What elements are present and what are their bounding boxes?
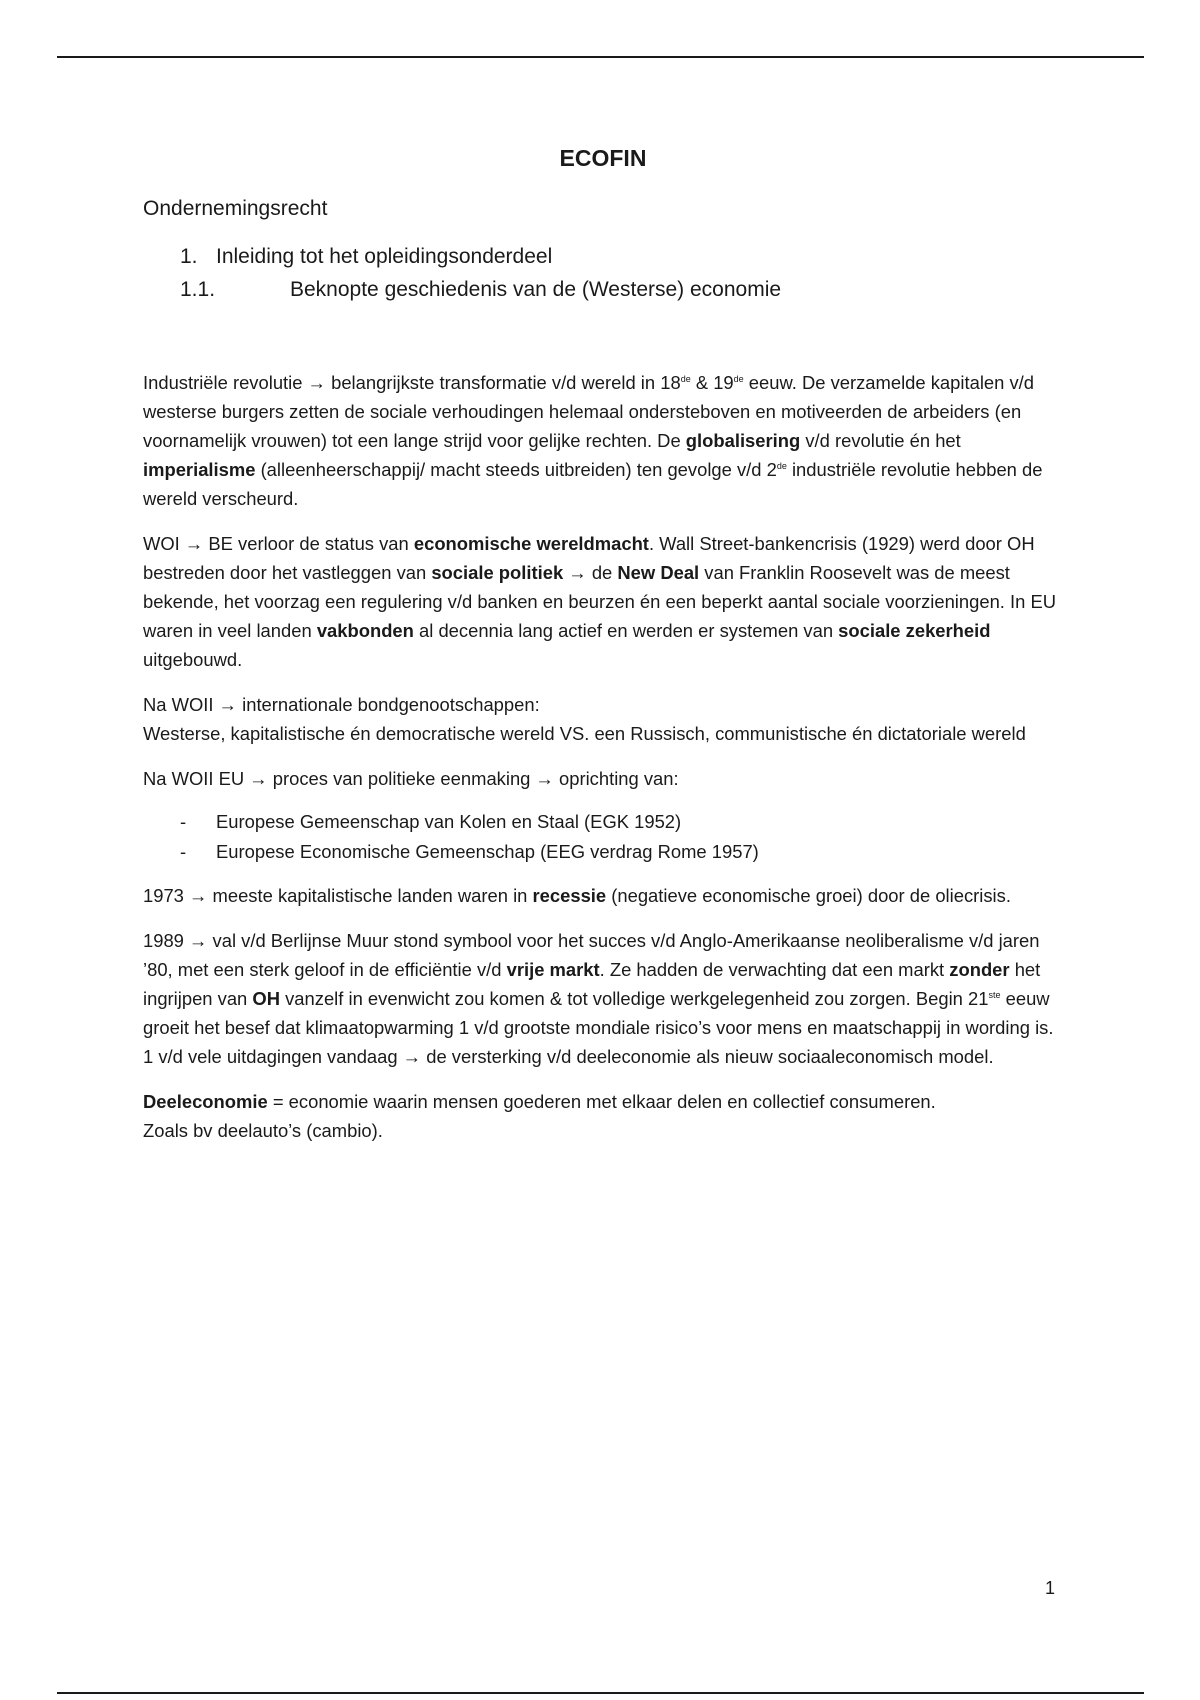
paragraph-na-woii-eu: Na WOII EU → proces van politieke eenmaking → oprichting van: [143,768,679,789]
arrow-icon: → [218,694,238,715]
arrow-icon: → [568,562,587,583]
document-title: ECOFIN [559,145,647,171]
term-vrije-markt: vrije markt [506,959,600,980]
subsection-number: 1.1. [180,278,216,301]
term-sociale-zekerheid: sociale zekerheid [838,620,991,641]
subsection-title: Beknopte geschiedenis van de (Westerse) economie [290,278,782,301]
term-economische-wereldmacht: economische wereldmacht [413,533,649,554]
dash-bullet: - [180,811,187,832]
arrow-icon: → [189,930,208,951]
term-recessie: recessie [532,885,607,906]
term-oh: OH [252,988,280,1009]
subsection-heading-1-1 [180,278,781,302]
section-title: Inleiding tot het opleidingsonderdeel [216,245,553,268]
list-item: - Europese Gemeenschap van Kolen en Staal (EGK 1952) [143,807,1063,837]
dash-bullet: - [180,841,187,862]
arrow-icon: → [249,768,268,789]
course-subject: Ondernemingsrecht [143,197,328,220]
arrow-icon: → [189,885,208,906]
document-body [143,368,1063,1161]
term-imperialisme: imperialisme [143,459,256,480]
bullet-list [143,807,1063,867]
arrow-icon: → [402,1046,422,1067]
term-deeleconomie: Deeleconomie [143,1091,268,1112]
paragraph-industrial-revolution: Industriële revolutie → belangrijkste transformatie v/d wereld in 18de & 19de eeuw. De verzamelde kapitalen v/d westerse burgers zetten de sociale verhoudingen helemaal ondersteboven en motiveerden de arbeiders (en voornamelijk vrouwen) tot een lange strijd voor gelijke rechten. De globalisering v/d revolutie én het imperialisme (alleenheerschappij/ macht steeds uitbreiden) ten gevolge v/d 2de industriële revolutie hebben de wereld verscheurd. [143,372,1043,509]
term-globalisering: globalisering [685,430,801,451]
header-rule [57,56,1144,58]
arrow-icon: → [307,372,326,393]
page-number: 1 [1045,1578,1056,1598]
term-vakbonden: vakbonden [316,620,414,641]
footer-rule [57,1692,1144,1694]
arrow-icon: → [535,768,554,789]
arrow-icon: → [184,533,204,554]
term-new-deal: New Deal [617,562,700,583]
paragraph-1973: 1973 → meeste kapitalistische landen waren in recessie (negatieve economische groei) door de oliecrisis. [143,885,1011,906]
term-zonder: zonder [949,959,1010,980]
list-item: - Europese Economische Gemeenschap (EEG verdrag Rome 1957) [143,837,1063,867]
paragraph-na-woii: Na WOII → internationale bondgenootschappen: Westerse, kapitalistische én democratische wereld VS. een Russisch, communistische én dictatoriale wereld [143,694,1026,744]
paragraph-deeleconomie: Deeleconomie = economie waarin mensen goederen met elkaar delen en collectief consumeren. Zoals bv deelauto’s (cambio). [143,1091,936,1141]
paragraph-woi: WOI → BE verloor de status van economische wereldmacht. Wall Street-bankencrisis (1929) werd door OH bestreden door het vastleggen van sociale politiek → de New Deal van Franklin Roosevelt was de meest bekende, het voorzag een regulering v/d banken en beurzen én een beperkt aantal sociale voorzieningen. In EU waren in veel landen vakbonden al decennia lang actief en werden er systemen van sociale zekerheid uitgebouwd. [143,533,1057,670]
section-number: 1. [180,245,198,268]
term-sociale-politiek: sociale politiek [431,562,564,583]
paragraph-1989: 1989 → val v/d Berlijnse Muur stond symbool voor het succes v/d Anglo-Amerikaanse neoliberalisme v/d jaren ’80, met een sterk geloof in de efficiëntie v/d vrije markt. Ze hadden de verwachting dat een markt zonder het ingrijpen van OH vanzelf in evenwicht zou komen & tot volledige werkgelegenheid zou zorgen. Begin 21ste eeuw groeit het besef dat klimaatopwarming 1 v/d grootste mondiale risico’s voor mens en maatschappij in wording is. 1 v/d vele uitdagingen vandaag → de versterking v/d deeleconomie als nieuw sociaaleconomisch model. [143,930,1054,1067]
section-heading-1 [180,245,552,269]
